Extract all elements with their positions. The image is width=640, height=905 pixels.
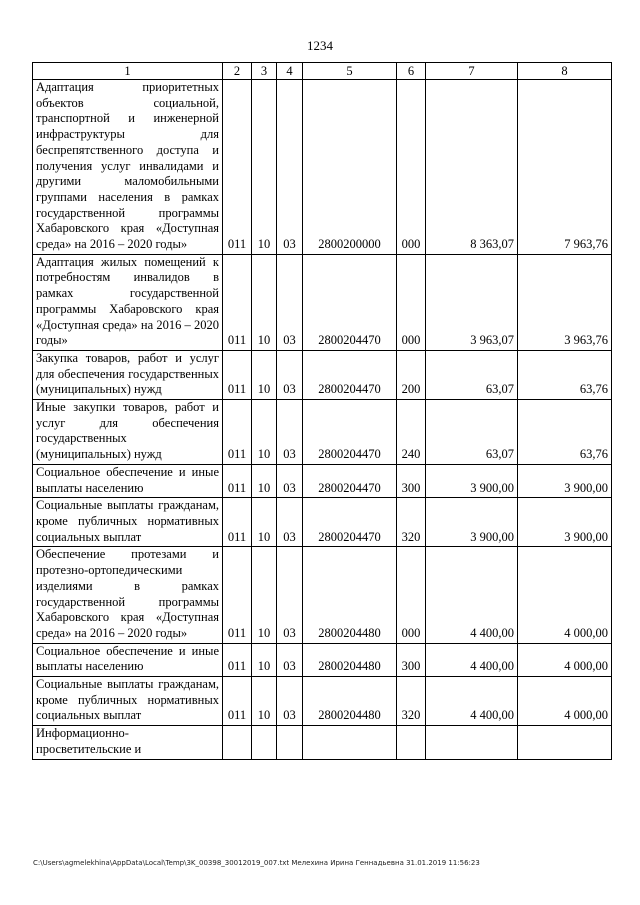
col2-code: 011 [223, 464, 252, 497]
header-cell: 4 [277, 63, 303, 80]
col5-target-article: 2800204470 [303, 498, 397, 547]
col7-amount: 3 900,00 [426, 498, 518, 547]
col3-section: 10 [252, 677, 277, 726]
col5-target-article [303, 726, 397, 759]
col3-section: 10 [252, 643, 277, 676]
col5-target-article: 2800204480 [303, 677, 397, 726]
col8-amount: 4 000,00 [518, 643, 612, 676]
header-cell: 7 [426, 63, 518, 80]
col7-amount [426, 726, 518, 759]
col3-section: 10 [252, 254, 277, 350]
header-cell: 3 [252, 63, 277, 80]
row-name: Социальные выплаты гражданам, кроме публичных нормативных социальных выплат [33, 498, 223, 547]
table-header-row [33, 63, 612, 80]
col3-section [252, 726, 277, 759]
col2-code: 011 [223, 254, 252, 350]
col8-amount: 4 000,00 [518, 547, 612, 643]
col3-section: 10 [252, 498, 277, 547]
col4-subsection: 03 [277, 677, 303, 726]
col7-amount: 4 400,00 [426, 643, 518, 676]
col2-code: 011 [223, 547, 252, 643]
col2-code: 011 [223, 498, 252, 547]
col6-expense-type: 000 [397, 80, 426, 255]
header-cell: 8 [518, 63, 612, 80]
header-cell: 5 [303, 63, 397, 80]
col6-expense-type: 300 [397, 643, 426, 676]
header-cell: 1 [33, 63, 223, 80]
col7-amount: 63,07 [426, 400, 518, 465]
header-cell: 2 [223, 63, 252, 80]
col5-target-article: 2800204480 [303, 643, 397, 676]
col4-subsection [277, 726, 303, 759]
col8-amount: 3 900,00 [518, 498, 612, 547]
row-name: Адаптация приоритетных объектов социальной, транспортной и инженерной инфраструктуры для беспрепятственного доступа и получения услуг инвалидами и другими маломобильными группами населения в рамках государственной программы Хабаровского края «Доступная среда» на 2016 – 2020 годы» [33, 80, 223, 255]
col4-subsection: 03 [277, 80, 303, 255]
col2-code: 011 [223, 677, 252, 726]
col5-target-article: 2800204470 [303, 400, 397, 465]
col2-code [223, 726, 252, 759]
col7-amount: 3 900,00 [426, 464, 518, 497]
table-row [33, 400, 612, 465]
col7-amount: 63,07 [426, 350, 518, 399]
table-row [33, 643, 612, 676]
col8-amount [518, 726, 612, 759]
col7-amount: 8 363,07 [426, 80, 518, 255]
col4-subsection: 03 [277, 400, 303, 465]
col6-expense-type: 300 [397, 464, 426, 497]
col5-target-article: 2800204470 [303, 350, 397, 399]
col8-amount: 4 000,00 [518, 677, 612, 726]
row-name: Социальное обеспечение и иные выплаты населению [33, 643, 223, 676]
col2-code: 011 [223, 400, 252, 465]
col8-amount: 7 963,76 [518, 80, 612, 255]
col3-section: 10 [252, 80, 277, 255]
col2-code: 011 [223, 80, 252, 255]
row-name: Обеспечение протезами и протезно-ортопедическими изделиями в рамках государственной программы Хабаровского края «Доступная среда» на 2016 – 2020 годы» [33, 547, 223, 643]
col3-section: 10 [252, 464, 277, 497]
col5-target-article: 2800204470 [303, 254, 397, 350]
col8-amount: 63,76 [518, 400, 612, 465]
col4-subsection: 03 [277, 254, 303, 350]
row-name: Закупка товаров, работ и услуг для обеспечения государственных (муниципальных) нужд [33, 350, 223, 399]
col6-expense-type: 320 [397, 498, 426, 547]
col4-subsection: 03 [277, 643, 303, 676]
col6-expense-type: 000 [397, 254, 426, 350]
header-cell: 6 [397, 63, 426, 80]
table-row [33, 677, 612, 726]
row-name: Иные закупки товаров, работ и услуг для обеспечения государственных (муниципальных) нужд [33, 400, 223, 465]
budget-table [32, 62, 612, 760]
row-name: Информационно-просветительские и [33, 726, 223, 759]
col5-target-article: 2800204480 [303, 547, 397, 643]
table-row [33, 80, 612, 255]
col3-section: 10 [252, 547, 277, 643]
page-number: 1234 [307, 38, 333, 53]
col8-amount: 63,76 [518, 350, 612, 399]
table-row [33, 464, 612, 497]
footer-file-path: C:\Users\agmelekhina\AppData\Local\Temp\3K_00398_30012019_007.txt Мелехина Ирина Геннадьевна 31.01.2019 11:56:23 [33, 859, 480, 867]
col4-subsection: 03 [277, 547, 303, 643]
col6-expense-type: 320 [397, 677, 426, 726]
col7-amount: 4 400,00 [426, 677, 518, 726]
col3-section: 10 [252, 350, 277, 399]
table-row [33, 254, 612, 350]
col6-expense-type: 200 [397, 350, 426, 399]
col6-expense-type: 000 [397, 547, 426, 643]
col8-amount: 3 963,76 [518, 254, 612, 350]
col6-expense-type [397, 726, 426, 759]
col2-code: 011 [223, 350, 252, 399]
col3-section: 10 [252, 400, 277, 465]
table-row [33, 726, 612, 759]
row-name: Адаптация жилых помещений к потребностям инвалидов в рамках государственной программы Хабаровского края «Доступная среда» на 2016 – 2020 годы» [33, 254, 223, 350]
row-name: Социальные выплаты гражданам, кроме публичных нормативных социальных выплат [33, 677, 223, 726]
table-row [33, 547, 612, 643]
col5-target-article: 2800204470 [303, 464, 397, 497]
col4-subsection: 03 [277, 498, 303, 547]
table-row [33, 498, 612, 547]
col2-code: 011 [223, 643, 252, 676]
table-row [33, 350, 612, 399]
col7-amount: 3 963,07 [426, 254, 518, 350]
col6-expense-type: 240 [397, 400, 426, 465]
col4-subsection: 03 [277, 464, 303, 497]
col8-amount: 3 900,00 [518, 464, 612, 497]
col7-amount: 4 400,00 [426, 547, 518, 643]
row-name: Социальное обеспечение и иные выплаты населению [33, 464, 223, 497]
col4-subsection: 03 [277, 350, 303, 399]
col5-target-article: 2800200000 [303, 80, 397, 255]
